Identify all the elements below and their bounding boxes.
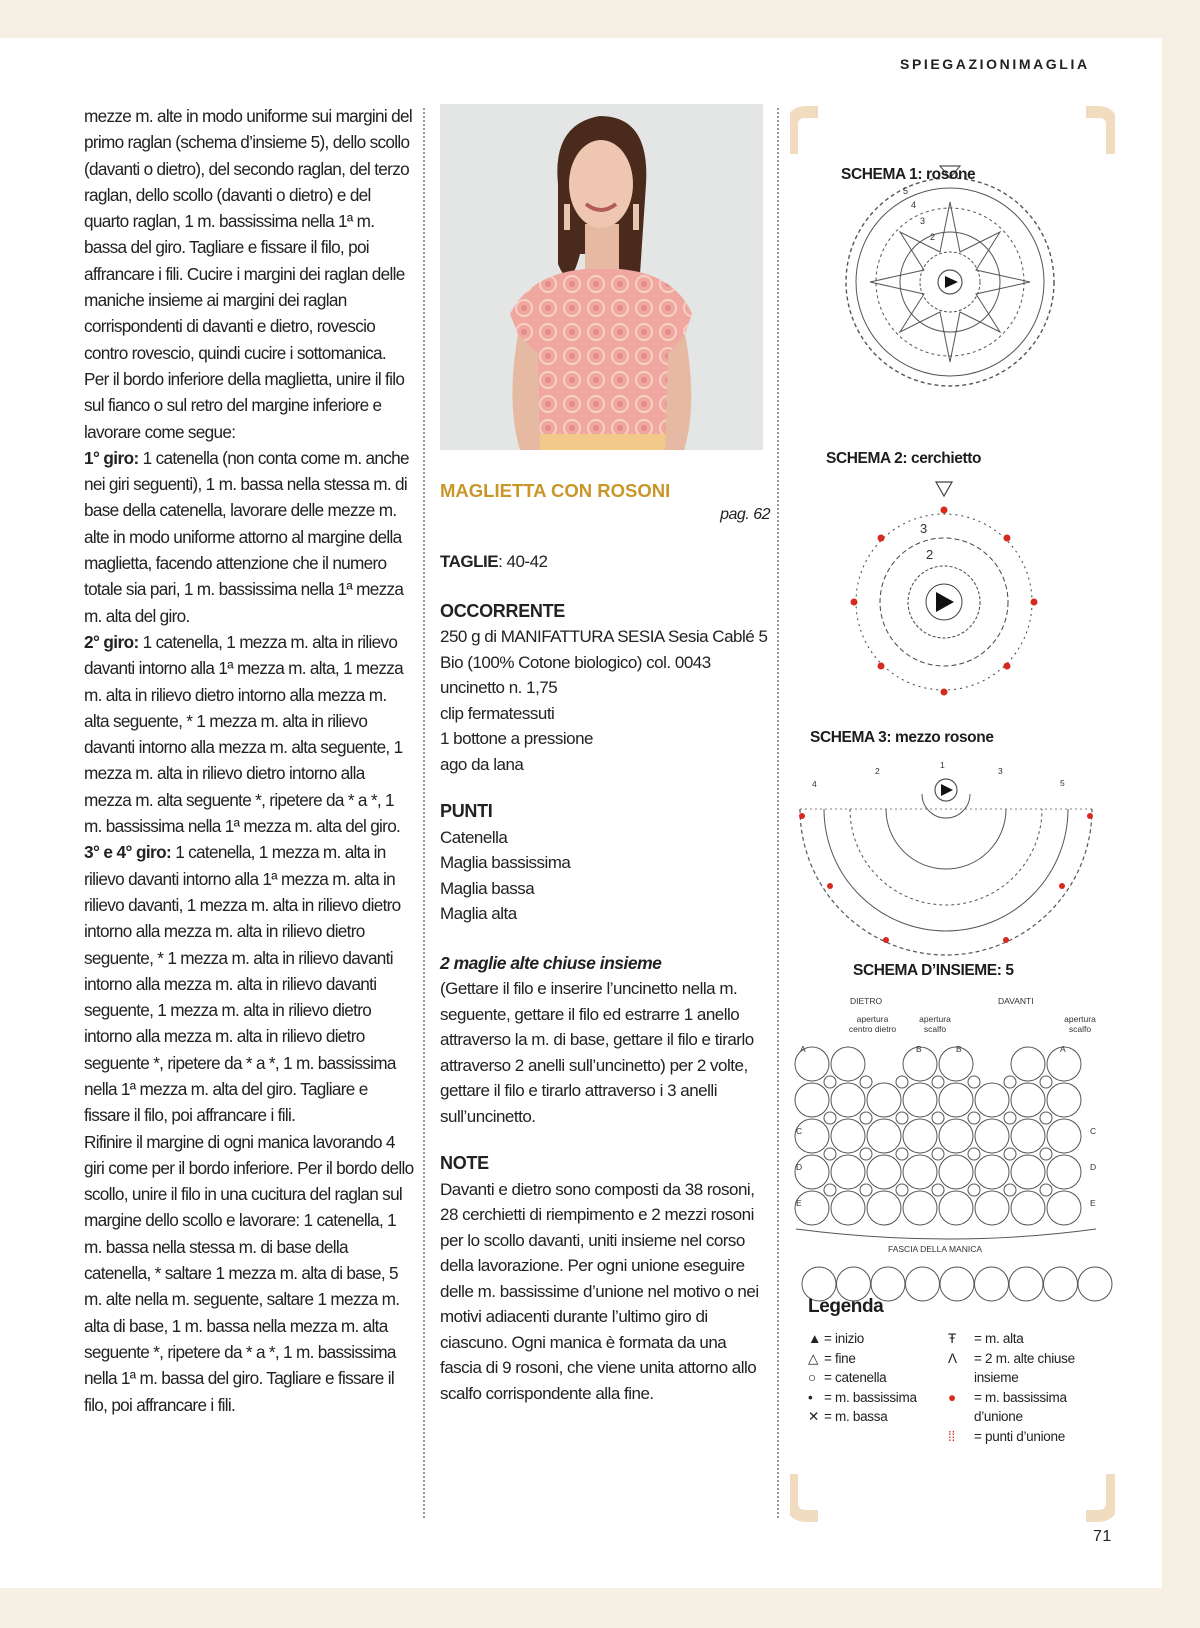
rosone-circle <box>831 1191 865 1225</box>
frame-corner <box>1086 1474 1112 1516</box>
taglie-value: : 40-42 <box>498 552 548 571</box>
maglie-heading: 2 maglie alte chiuse insieme <box>440 952 662 973</box>
frame-corner <box>792 1474 818 1516</box>
maglie-section <box>440 951 770 1130</box>
bordo-paragraph: Per il bordo inferiore della maglietta, unire il filo sul fianco o sul retro del margine inferiore e lavorare come segue: <box>84 368 405 442</box>
schema3-round-4: 4 <box>812 779 817 789</box>
taglie-line <box>440 549 770 575</box>
sleeve-rosone-circle <box>1078 1267 1112 1301</box>
legend-left <box>808 1329 917 1427</box>
cerchietto-circle <box>932 1148 944 1160</box>
frame-corner <box>792 112 818 154</box>
start-icon: ▲ <box>808 1331 822 1346</box>
schema-insieme-title: SCHEMA D’INSIEME: 5 <box>853 962 1014 979</box>
rosone-circle <box>939 1119 973 1153</box>
rosone-circle <box>795 1191 829 1225</box>
cerchietto-circle <box>860 1112 872 1124</box>
giro1-text: 1 catenella (non conta come m. anche nei giri seguenti), 1 m. bassa nella stessa m. di base della catenella, lavorare delle mezze m. alte in modo uniforme attorno al margine della maglietta, facendo attenzione che il numero totale sia pari, 1 m. bassissima nella 1ª mezza m. alta del giro. <box>84 447 409 626</box>
giro34-paragraph <box>84 839 414 1128</box>
end-icon: △ <box>808 1350 819 1366</box>
diagram-panel <box>790 104 1115 1524</box>
single-crochet-icon: ✕ <box>808 1409 820 1425</box>
rosone-circle <box>831 1083 865 1117</box>
assembly-grid <box>795 1047 1081 1225</box>
cerchietto-circle <box>860 1184 872 1196</box>
column-divider <box>777 108 779 1518</box>
page-reference: pag. 62 <box>720 505 770 523</box>
cerchietto-circle <box>968 1076 980 1088</box>
occorrente-item: uncinetto n. 1,75 <box>440 678 558 697</box>
cerchietto-circle <box>824 1076 836 1088</box>
schema1-diagram <box>846 166 1054 386</box>
rosone-circle <box>867 1155 901 1189</box>
cerchietto-circle <box>860 1148 872 1160</box>
fascia-label: FASCIA DELLA MANICA <box>888 1244 983 1254</box>
sleeve-rosone-circle <box>906 1267 940 1301</box>
row-label-e: E <box>796 1198 802 1208</box>
cerchietto-circle <box>1004 1184 1016 1196</box>
schema2-title: SCHEMA 2: cerchietto <box>826 450 982 467</box>
sleeve-rosone-circle <box>1009 1267 1043 1301</box>
section-header: SPIEGAZIONIMAGLIA <box>900 56 1090 72</box>
cerchietto-circle <box>896 1112 908 1124</box>
maglie-text: (Gettare il filo e inserire l’uncinetto nella m. seguente, gettare il filo ed estrarre 1 anello attraverso la m. di base, gettare il filo e tirarlo attraverso 2 anelli sull’uncinetto) per 2 volte, gettare il filo e tirarlo attraverso i 3 anelli sull’uncinetto. <box>440 979 754 1126</box>
rosone-circle <box>795 1083 829 1117</box>
rosone-circle <box>867 1119 901 1153</box>
schema1-round-4: 4 <box>911 200 917 210</box>
cerchietto-circle <box>968 1184 980 1196</box>
schema1-round-2: 2 <box>930 232 936 242</box>
dc2tog-icon: Λ <box>948 1350 957 1366</box>
occorrente-item: ago da lana <box>440 754 524 774</box>
punti-item: Catenella <box>440 827 508 847</box>
cerchietto-circle <box>1040 1112 1052 1124</box>
rosone-circle <box>975 1119 1009 1153</box>
taglie-label: TAGLIE <box>440 552 499 571</box>
cerchietto-circle <box>1004 1076 1016 1088</box>
cerchietto-circle <box>860 1076 872 1088</box>
schema2-round-2: 2 <box>926 547 934 562</box>
rosone-circle <box>795 1119 829 1153</box>
legend-item: ● = m. bassissima d’unione <box>948 1389 1067 1425</box>
rosone-circle <box>903 1155 937 1189</box>
rosone-circle <box>903 1191 937 1225</box>
note-heading: NOTE <box>440 1153 489 1173</box>
rosone-circle <box>903 1119 937 1153</box>
join-slip-stitch-icon: ● <box>948 1389 956 1405</box>
pattern-details-column <box>440 478 770 1406</box>
sleeve-rosone-circle <box>940 1267 974 1301</box>
occorrente-section <box>440 599 770 778</box>
punti-section <box>440 799 770 927</box>
rosone-circle <box>1047 1191 1081 1225</box>
schema1-title: SCHEMA 1: rosone <box>841 166 976 183</box>
row-label-c: C <box>796 1126 803 1136</box>
page-number: 71 <box>1093 1528 1112 1545</box>
legend-right <box>948 1329 1113 1447</box>
cerchietto-circle <box>932 1184 944 1196</box>
schema3-title: SCHEMA 3: mezzo rosone <box>810 729 994 746</box>
giro1-label: 1° giro: <box>84 447 139 468</box>
cerchietto-circle <box>824 1112 836 1124</box>
rosone-circle <box>939 1083 973 1117</box>
cerchietto-circle <box>968 1148 980 1160</box>
rosone-circle <box>903 1083 937 1117</box>
punti-heading: PUNTI <box>440 801 493 821</box>
rosone-circle <box>795 1155 829 1189</box>
cerchietto-circle <box>932 1112 944 1124</box>
giro2-label: 2° giro: <box>84 631 139 652</box>
cerchietto-circle <box>1040 1076 1052 1088</box>
row-label-b: B <box>956 1044 962 1054</box>
schema3-diagram <box>800 779 1092 955</box>
row-label-e: E <box>1090 1198 1096 1208</box>
legend-item: Λ = 2 m. alte chiuse insieme <box>948 1350 1075 1386</box>
apertura-scalfo-label: apertura scalfo <box>1064 1014 1096 1034</box>
magazine-page <box>0 38 1162 1588</box>
punti-item: Maglia bassissima <box>440 853 571 872</box>
rifinire-paragraph: Rifinire il margine di ogni manica lavorando 4 giri come per il bordo inferiore. Per il bordo dello scollo, unire il filo in una cucitura del raglan sul margine dello scollo e lavorare: 1 catenella, 1 m. bassa nella stessa m. di base della catenella, * saltare 1 mezza m. alta di base, 5 m. alte nella m. seguente, saltare 1 mezza m. alta di base, 1 m. bassa nella mezza m. alta seguente *, ripetere da * a *, 1 m. bassissima nella 1ª m. bassa del giro. Tagliare e fissare il filo, poi affrancare i fili. <box>84 1131 414 1415</box>
legend-item: • = m. bassissima <box>808 1388 917 1408</box>
rosone-circle <box>1011 1119 1045 1153</box>
legend-item: ✕ = m. bassa <box>808 1407 917 1427</box>
rosone-circle <box>1011 1155 1045 1189</box>
legend-item: ○ = catenella <box>808 1368 917 1388</box>
sleeve-rosone-circle <box>1044 1267 1078 1301</box>
giro2-text: 1 catenella, 1 mezza m. alta in rilievo davanti intorno alla 1ª mezza m. alta, 1 mezza m. alta in rilievo dietro intorno alla mezza m. alta seguente, * 1 mezza m. alta in rilievo davanti intorno alla mezza m. alta seguente, 1 mezza m. alta in rilievo dietro intorno alla mezza m. alta seguente *, ripetere da * a *, 1 m. bassissima nella 1ª mezza m. alta del giro. <box>84 631 404 837</box>
cerchietto-circle <box>824 1184 836 1196</box>
rosone-circle <box>1047 1155 1081 1189</box>
rosone-circle <box>939 1155 973 1189</box>
punti-item: Maglia bassa <box>440 878 535 898</box>
rosone-circle <box>1011 1047 1045 1081</box>
legend-item: ⁞⁞ = punti d’unione <box>948 1427 1113 1447</box>
instructions-column <box>84 103 414 1418</box>
schema1-round-5: 5 <box>903 186 909 196</box>
rosone-circle <box>831 1155 865 1189</box>
cerchietto-circle <box>896 1148 908 1160</box>
cerchietto-circle <box>1004 1148 1016 1160</box>
rosone-circle <box>831 1047 865 1081</box>
schema1-round-3: 3 <box>920 216 926 226</box>
rosone-circle <box>975 1083 1009 1117</box>
column-divider <box>423 108 425 1518</box>
occorrente-item: 250 g di MANIFATTURA SESIA Sesia Cablé 5 Bio (100% Cotone biologico) col. 0043 <box>440 627 768 672</box>
occorrente-item: 1 bottone a pressione <box>440 729 594 748</box>
schema3-round-3: 3 <box>998 766 1003 776</box>
legend-item: Ŧ = m. alta <box>948 1329 1113 1349</box>
join-points-icon: ⁞⁞ <box>948 1428 955 1444</box>
row-label-d: D <box>796 1162 803 1172</box>
rosone-circle <box>975 1155 1009 1189</box>
rosone-circle <box>1011 1191 1045 1225</box>
note-section <box>440 1151 770 1406</box>
hem-arrow <box>796 1229 1096 1239</box>
row-label-a: A <box>1060 1044 1066 1054</box>
giro34-text: 1 catenella, 1 mezza m. alta in rilievo davanti intorno alla 1ª mezza m. alta in rilievo davanti, 1 mezza m. alta in rilievo dietro intorno alla mezza m. alta in rilievo dietro seguente, * 1 mezza m. alta in rilievo davanti intorno alla mezza m. alta in rilievo davanti seguente, 1 mezza m. alta in rilievo dietro intorno alla mezza m. alta in rilievo dietro seguente *, ripetere da * a *, 1 m. bassissima nella 1ª mezza m. alta del giro. Tagliare e fissare il filo, poi affrancare i fili. <box>84 842 401 1126</box>
davanti-label: DAVANTI <box>998 996 1034 1006</box>
legend-item: △ = fine <box>808 1349 917 1369</box>
giro34-label: 3° e 4° giro: <box>84 842 172 863</box>
dietro-label: DIETRO <box>850 996 883 1006</box>
cerchietto-circle <box>1040 1184 1052 1196</box>
row-label-c: C <box>1090 1126 1097 1136</box>
slip-stitch-icon: • <box>808 1389 813 1405</box>
schema3-join-points <box>799 813 1093 943</box>
punti-item: Maglia alta <box>440 904 517 923</box>
cerchietto-circle <box>1004 1112 1016 1124</box>
pattern-title: MAGLIETTA CON ROSONI <box>440 480 671 501</box>
schema3-round-5: 5 <box>1060 778 1065 788</box>
giro1-paragraph <box>84 445 414 629</box>
legend-item: ▲ = inizio <box>808 1329 917 1349</box>
cerchietto-circle <box>1040 1148 1052 1160</box>
schema2-round-3: 3 <box>920 521 928 536</box>
legend-title: Legenda <box>808 1296 884 1317</box>
row-label-a: A <box>800 1044 806 1054</box>
rosone-circle <box>867 1191 901 1225</box>
cerchietto-circle <box>824 1148 836 1160</box>
chain-icon: ○ <box>808 1370 816 1386</box>
double-crochet-icon: Ŧ <box>948 1331 956 1346</box>
schema3-round-2: 2 <box>875 766 880 776</box>
cerchietto-circle <box>896 1076 908 1088</box>
model-photo <box>440 104 763 450</box>
rosone-circle <box>1011 1083 1045 1117</box>
rosone-circle <box>1047 1119 1081 1153</box>
rosone-circle <box>975 1191 1009 1225</box>
intro-paragraph: mezze m. alte in modo uniforme sui margini del primo raglan (schema d’insieme 5), dello scollo (davanti o dietro), del secondo raglan, del terzo raglan, dello scollo (davanti o dietro) e del quarto raglan, 1 m. bassissima nella 1ª m. bassa del giro. Tagliare e fissare il filo, poi affrancare i fili. Cucire i margini dei raglan delle maniche insieme ai margini dei raglan corrispondenti di davanti e dietro, rovescio contro rovescio, quindi cucire i sottomanica. <box>84 106 412 363</box>
schema3-round-1: 1 <box>940 760 945 770</box>
cerchietto-circle <box>932 1076 944 1088</box>
rosone-circle <box>867 1083 901 1117</box>
sleeve-rosone-circle <box>975 1267 1009 1301</box>
frame-corner <box>1086 112 1112 154</box>
rosone-circle <box>939 1191 973 1225</box>
rosone-circle <box>831 1119 865 1153</box>
giro2-paragraph <box>84 629 414 839</box>
apertura-scalfo-label: apertura scalfo <box>919 1014 951 1034</box>
cerchietto-circle <box>896 1184 908 1196</box>
apertura-centro-label: apertura centro dietro <box>848 1014 897 1034</box>
row-label-b: B <box>916 1044 922 1054</box>
row-label-d: D <box>1090 1162 1097 1172</box>
occorrente-heading: OCCORRENTE <box>440 600 566 621</box>
note-text: Davanti e dietro sono composti da 38 rosoni, 28 cerchietti di riempimento e 2 mezzi rosoni per lo scollo davanti, uniti insieme nel corso della lavorazione. Per ogni unione eseguire delle m. bassissime d’unione nel motivo o nei motivi adiacenti durante l’ultimo giro di ciascuno. Ogni manica è formata da una fascia di 9 rosoni, che viene unita attorno allo scalfo corrispondente alla fine. <box>440 1179 759 1403</box>
occorrente-item: clip fermatessuti <box>440 703 555 723</box>
rosone-circle <box>1047 1083 1081 1117</box>
cerchietto-circle <box>968 1112 980 1124</box>
